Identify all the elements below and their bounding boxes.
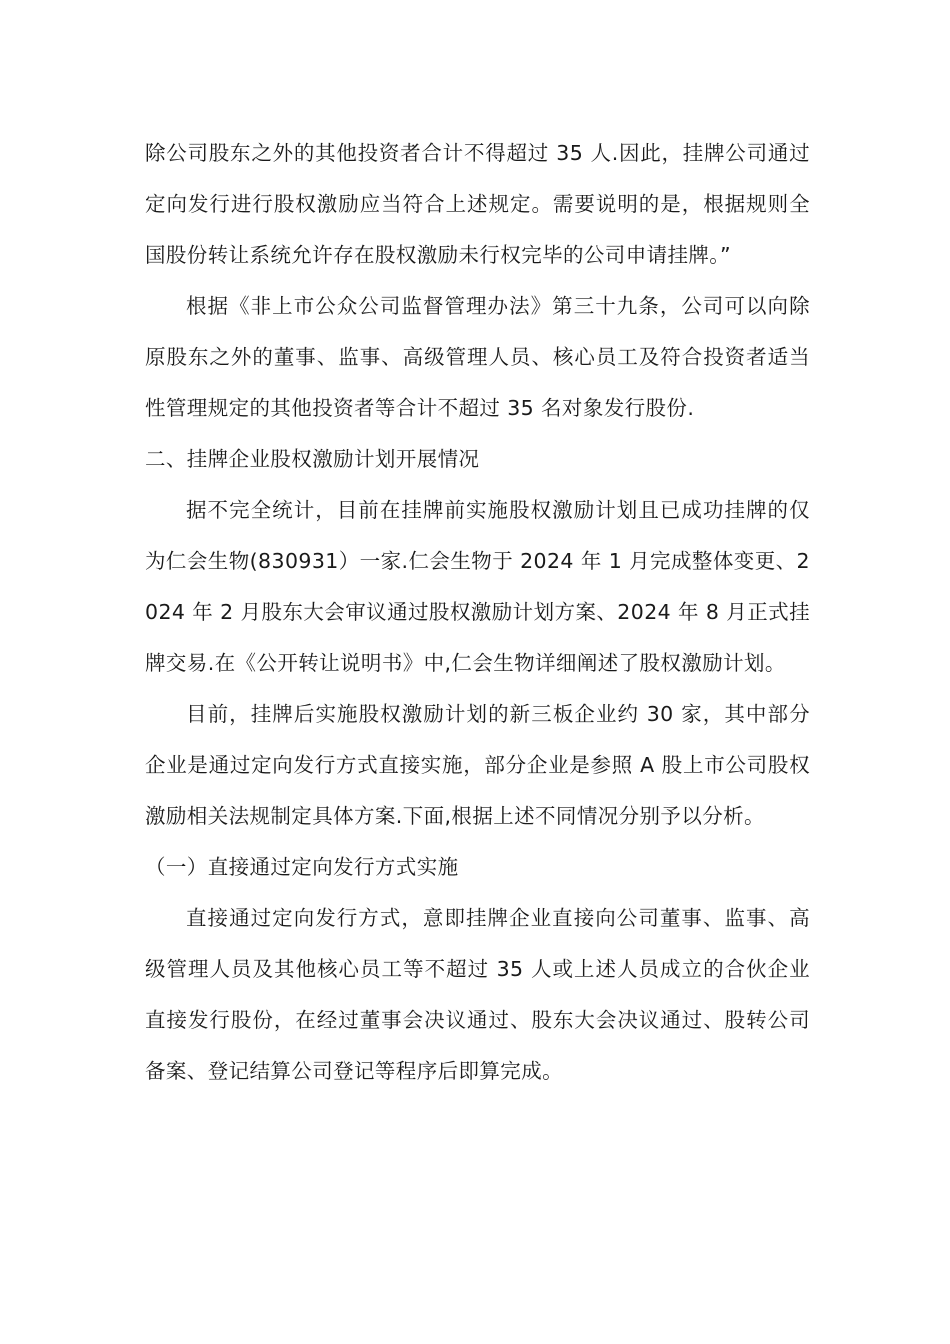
subsection-heading-1: （一）直接通过定向发行方式实施 [145, 855, 459, 879]
paragraph-renhui-bio: 据不完全统计，目前在挂牌前实施股权激励计划且已成功挂牌的仅为仁会生物(830931）一家.仁会生物于 2024 年 1 月完成整体变更、2024 年 2 月股东大会审议通过股权激励计划方案、2024 年 8 月正式挂牌交易.在《公开转让说明书》中,仁会生物详细阐述了股权激励计划。 [145, 498, 810, 675]
section-heading-2: 二、挂牌企业股权激励计划开展情况 [145, 447, 480, 471]
paragraph-post-listing-plans: 目前，挂牌后实施股权激励计划的新三板企业约 30 家，其中部分企业是通过定向发行方式直接实施，部分企业是参照 A 股上市公司股权激励相关法规制定具体方案.下面,根据上述不同情况分别予以分析。 [145, 702, 810, 828]
paragraph-regulation-article-39: 根据《非上市公众公司监督管理办法》第三十九条，公司可以向除原股东之外的董事、监事、高级管理人员、核心员工及符合投资者适当性管理规定的其他投资者等合计不超过 35 名对象发行股份. [145, 294, 810, 420]
paragraph-direct-issuance: 直接通过定向发行方式，意即挂牌企业直接向公司董事、监事、高级管理人员及其他核心员工等不超过 35 人或上述人员成立的合伙企业直接发行股份，在经过董事会决议通过、股东大会决议通过、股转公司备案、登记结算公司登记等程序后即算完成。 [145, 906, 810, 1083]
paragraph-continuation: 除公司股东之外的其他投资者合计不得超过 35 人.因此，挂牌公司通过定向发行进行股权激励应当符合上述规定。需要说明的是，根据规则全国股份转让系统允许存在股权激励未行权完毕的公司申请挂牌。” [145, 141, 810, 267]
document-page [145, 128, 810, 1097]
